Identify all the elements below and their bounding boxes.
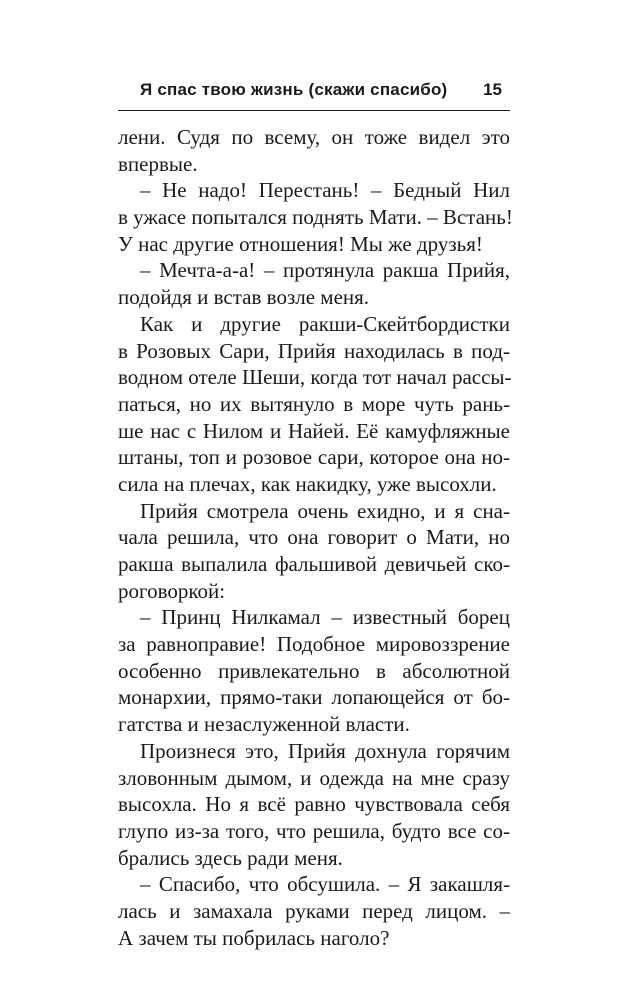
text-line: подойдя и встав возле меня. — [118, 285, 370, 310]
text-line: У нас другие отношения! Мы же друзья! — [118, 231, 483, 256]
body-text — [118, 124, 513, 951]
text-line: паться, но их вытянуло в море чуть рань- — [118, 391, 510, 416]
text-line: зловонным дымом, и одежда на мне сразу — [118, 765, 510, 790]
text-line: высохла. Но я всё равно чувствовала себя — [118, 792, 510, 817]
text-line: сила на плечах, как накидку, уже высохли. — [118, 471, 497, 496]
text-line: гатства и незаслуженной власти. — [118, 712, 410, 737]
text-line: брались здесь ради меня. — [118, 845, 343, 870]
text-line: – Принц Нилкамал – известный борец — [140, 605, 510, 630]
text-line: в ужасе попытался поднять Мати. – Встань! — [118, 205, 513, 230]
header-rule — [118, 110, 510, 111]
running-head — [118, 80, 510, 106]
text-line: – Мечта-а-а! – протянула ракша Прийя, — [140, 258, 510, 283]
text-line: лась и замахала руками перед лицом. – — [118, 898, 510, 923]
text-line: – Не надо! Перестань! – Бедный Нил — [140, 178, 510, 203]
text-line: лени. Судя по всему, он тоже видел это — [118, 125, 510, 149]
text-line: ракша выпалила фальшивой девичьей ско- — [118, 552, 510, 576]
text-line: Как и другие ракши-Скейтбордистки — [140, 311, 510, 336]
text-line: Прийя смотрела очень ехидно, и я сна- — [140, 498, 510, 523]
text-line: водном отеле Шеши, когда тот начал рассы- — [118, 365, 512, 390]
text-line: монархии, прямо-таки лопающейся от бо- — [118, 685, 510, 710]
text-line: Произнеся это, Прийя дохнула горячим — [140, 738, 510, 763]
text-line: штаны, топ и розовое сари, которое она но- — [118, 445, 510, 470]
text-line: – Спасибо, что обсушила. – Я закашля- — [140, 872, 510, 897]
running-title: Я спас твою жизнь (скажи спасибо) — [140, 80, 448, 99]
text-line: чала решила, что она говорит о Мати, но — [118, 525, 510, 550]
text-line: особенно привлекательно в абсолютной — [118, 658, 510, 683]
page-number: 15 — [483, 80, 502, 99]
text-line: ше нас с Нилом и Найей. Её камуфляжные — [118, 418, 510, 443]
text-line: за равноправие! Подобное мировоззрение — [118, 632, 510, 657]
text-line: впервые. — [118, 151, 198, 176]
text-line: глупо из-за того, что решила, будто все со- — [118, 818, 510, 843]
text-line: роговоркой: — [118, 578, 226, 603]
text-line: А зачем ты побрилась наголо? — [118, 925, 390, 950]
text-line: в Розовых Сари, Прийя находилась в под- — [118, 338, 510, 363]
